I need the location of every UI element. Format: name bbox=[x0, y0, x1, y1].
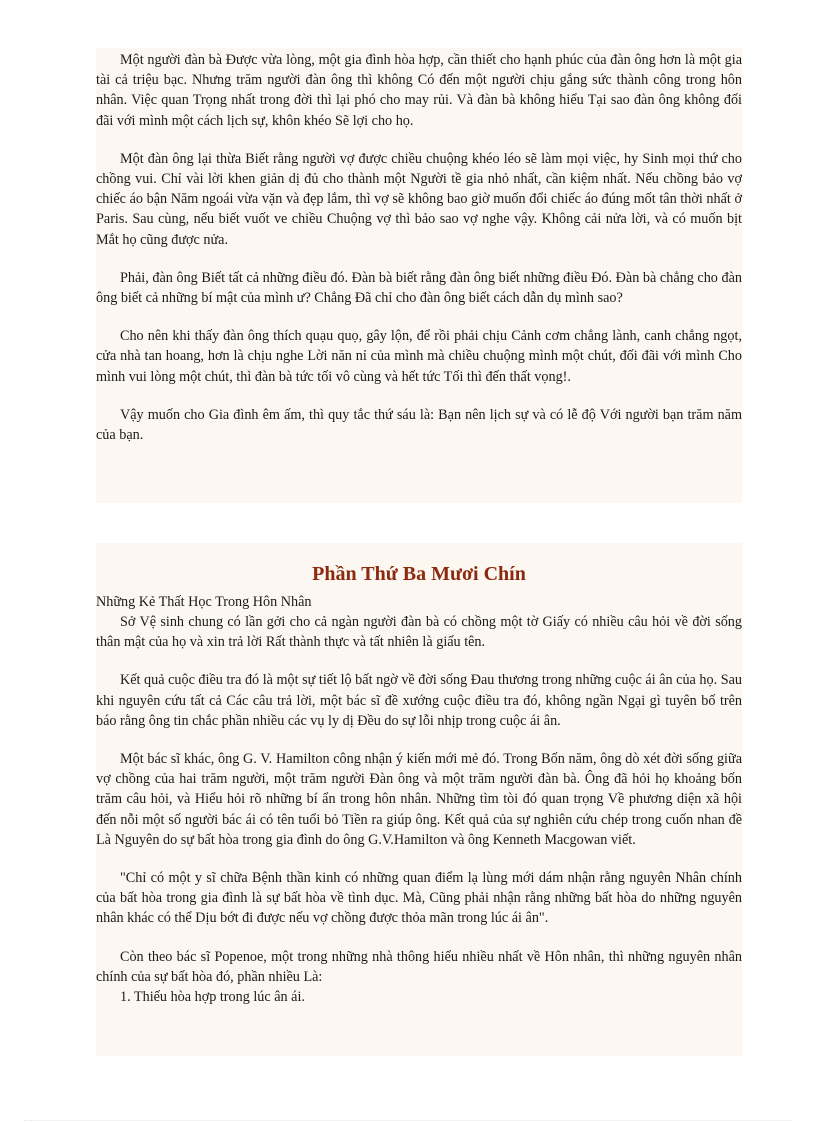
chapter-title: Phần Thứ Ba Mươi Chín bbox=[312, 563, 526, 585]
list-item: 1. Thiếu hòa hợp trong lúc ân ái. bbox=[120, 989, 305, 1006]
paragraph: Phải, đàn ông Biết tất cả những điều đó. Đàn bà biết rằng đàn ông biết những điều Đó. Đàn bà chẳng cho đàn ông biết cả những bí mật của mình ư? Chẳng Đã chỉ cho đàn ông biết cách dẫn dụ mình sao? bbox=[96, 269, 742, 307]
paragraph: Kết quả cuộc điều tra đó là một sự tiết lộ bất ngờ về đời sống Đau thương trong những cuộc ái ân của họ. Sau khi nguyên cứu tất cả Các câu trả lời, một bác sĩ đề xướng cuộc điều tra đó, không ngần Ngại gì tuyên bố trên báo rằng ông tin chắc phần nhiều các vụ ly dị Đều do sự lỗi nhịp trong cuộc ái ân. bbox=[96, 672, 742, 729]
text-block-section-2 bbox=[96, 543, 742, 1056]
chapter-subtitle: Những Kẻ Thất Học Trong Hôn Nhân bbox=[96, 594, 312, 610]
page-bottom-divider bbox=[24, 1120, 792, 1122]
paragraph: Một đàn ông lại thừa Biết rằng người vợ được chiều chuộng khéo léo sẽ làm mọi việc, hy Sinh mọi thứ cho chồng vui. Chỉ vài lời khen giản dị đủ cho thành một Người tề gia nhỏ nhất, cần kiệm nhất. Nếu chồng bảo vợ chiếc áo bận Năm ngoái vừa vặn và đẹp lắm, thì vợ sẽ không bao giờ muốn đổi chiếc áo đúng mốt tân thời nhất ở Paris. Sau cùng, nếu biết vuốt ve chiều Chuộng vợ thì bảo sao vợ nghe vậy. Không cải nửa lời, và có muốn bịt Mắt họ cũng được nửa. bbox=[96, 150, 742, 248]
text-block-section-1 bbox=[96, 48, 742, 503]
paragraph: "Chỉ có một y sĩ chữa Bệnh thần kinh có những quan điểm lạ lùng mới dám nhận rằng nguyên Nhân chính của bất hòa trong gia đình là sự bất hòa về tình dục. Mà, Cũng phải nhận rằng những bất hòa do những nguyên nhân khác có thể Dịu bớt đi được nếu vợ chồng được thỏa mãn trong lúc ái ân". bbox=[96, 870, 742, 927]
paragraph: Sở Vệ sinh chung có lần gởi cho cả ngàn người đàn bà có chồng một tờ Giấy có nhiều câu hỏi về đời sống thân mật của họ và xin trả lời Rất thành thực và tất nhiên là giấu tên. bbox=[96, 614, 742, 651]
paragraph: Còn theo bác sĩ Popenoe, một trong những nhà thông hiểu nhiều nhất về Hôn nhân, thì những nguyên nhân chính của sự bất hòa đó, phần nhiều Là: bbox=[96, 948, 742, 985]
paragraph: Một bác sĩ khác, ông G. V. Hamilton công nhận ý kiến mới mẻ đó. Trong Bốn năm, ông dò xét đời sống giữa vợ chồng của hai trăm người, một trăm người Đàn ông và một trăm người đàn bà. Ông đã hỏi họ khoảng bốn trăm câu hỏi, và Hiểu hỏi rõ những bí ẩn trong hôn nhân. Những tìm tòi đó quan trọng Về phương diện xã hội đến nỗi một số người bác ái có tên tuổi bỏ Tiền ra giúp ông. Kết quả của sự nghiên cứu chép trong cuốn nhan đề Là Nguyên do sự bất hòa trong gia đình do ông G.V.Hamilton và ông Kenneth Macgowan viết. bbox=[96, 751, 742, 848]
paragraph: Một người đàn bà Được vừa lòng, một gia đình hòa hợp, cần thiết cho hạnh phúc của đàn ông hơn là một gia tài cả triệu bạc. Nhưng trăm người đàn ông thì không Có đến một người chịu gắng sức thành công trong hôn nhân. Việc quan Trọng nhất trong đời thì lại phó cho may rủi. Và đàn bà không hiểu Tại sao đàn ông không đối đãi với mình một cách lịch sự, khôn khéo Sẽ lợi cho họ. bbox=[96, 52, 742, 129]
paragraph: Vậy muốn cho Gia đình êm ấm, thì quy tắc thứ sáu là: Bạn nên lịch sự và có lễ độ Với người bạn trăm năm của bạn. bbox=[96, 406, 742, 444]
paragraph: Cho nên khi thấy đàn ông thích quạu quọ, gây lộn, để rồi phải chịu Cảnh cơm chẳng lành, canh chẳng ngọt, cửa nhà tan hoang, hơn là chịu nghe Lời năn nỉ của mình mà chiều chuộng mình một chút, đối đãi với mình Cho mình vui lòng một chút, thì đàn bà tức tối vô cùng và hết tức Tối thì đến thất vọng!. bbox=[96, 328, 742, 385]
